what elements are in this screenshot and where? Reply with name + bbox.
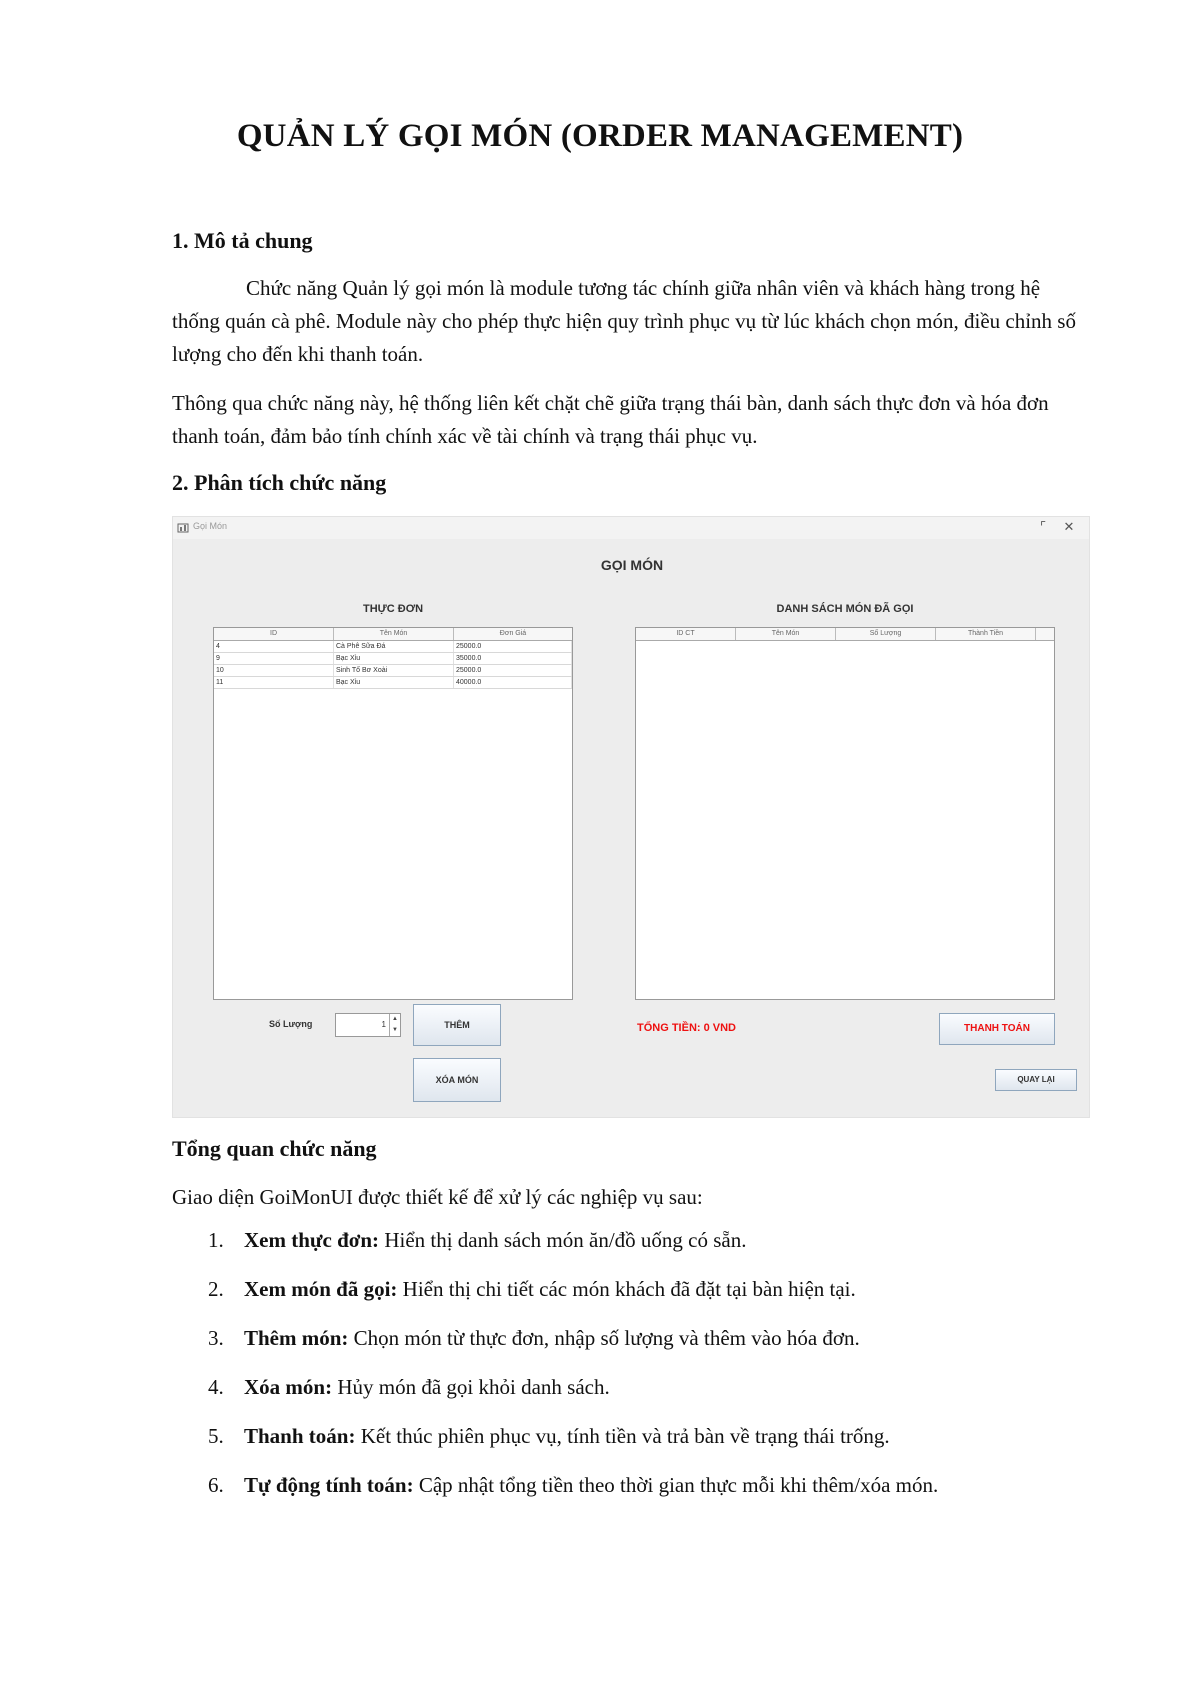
section-heading-general: 1. Mô tả chung	[172, 228, 313, 253]
feature-list	[172, 1225, 1072, 1519]
app-window-screenshot	[172, 516, 1090, 1118]
menu-cell-name: Sinh Tố Bơ Xoài	[334, 665, 454, 676]
ordered-col-qty[interactable]: Số Lượng	[836, 628, 936, 640]
window-titlebar	[173, 517, 1090, 539]
menu-table-body	[214, 641, 572, 689]
feature-text: Cập nhật tổng tiền theo thời gian thực mỗi khi thêm/xóa món.	[413, 1473, 939, 1497]
spinner-arrows[interactable]	[389, 1014, 400, 1036]
overview-intro: Giao diện GoiMonUI được thiết kế để xử lý các nghiệp vụ sau:	[172, 1185, 703, 1209]
menu-cell-id: 11	[214, 677, 334, 688]
menu-table-header	[214, 628, 572, 641]
ordered-col-name[interactable]: Tên Món	[736, 628, 836, 640]
quantity-label: Số Lượng	[269, 1019, 313, 1029]
delete-item-button[interactable]: XÓA MÓN	[413, 1058, 501, 1102]
app-icon	[177, 521, 189, 533]
screen-title: GỌI MÓN	[600, 557, 664, 573]
menu-col-id[interactable]: ID	[214, 628, 334, 640]
table-row[interactable]	[214, 665, 572, 677]
quantity-value: 1	[381, 1020, 386, 1029]
list-item	[172, 1274, 1072, 1323]
ordered-panel-title: DANH SÁCH MÓN ĐÃ GỌI	[776, 603, 914, 615]
feature-label: Xem món đã gọi:	[244, 1277, 398, 1301]
menu-cell-id: 4	[214, 641, 334, 652]
table-row[interactable]	[214, 677, 572, 689]
list-item	[172, 1323, 1072, 1372]
feature-label: Tự động tính toán:	[244, 1473, 414, 1497]
menu-cell-name: Cà Phê Sữa Đá	[334, 641, 454, 652]
feature-label: Thanh toán:	[244, 1424, 356, 1448]
document-title: QUẢN LÝ GỌI MÓN (ORDER MANAGEMENT)	[236, 118, 964, 154]
menu-col-name[interactable]: Tên Món	[334, 628, 454, 640]
menu-cell-price: 35000.0	[454, 653, 572, 664]
list-number: 3.	[208, 1326, 224, 1350]
section-heading-overview: Tổng quan chức năng	[172, 1136, 377, 1161]
quantity-spinner[interactable]	[335, 1013, 401, 1037]
menu-cell-price: 25000.0	[454, 665, 572, 676]
menu-cell-price: 40000.0	[454, 677, 572, 688]
feature-label: Thêm món:	[244, 1326, 349, 1350]
close-icon[interactable]: ✕	[1063, 519, 1075, 534]
back-button[interactable]: QUAY LẠI	[995, 1069, 1077, 1091]
menu-cell-id: 9	[214, 653, 334, 664]
feature-text: Chọn món từ thực đơn, nhập số lượng và thêm vào hóa đơn.	[348, 1326, 860, 1350]
window-title: Gọi Món	[193, 521, 228, 531]
section-heading-analysis: 2. Phân tích chức năng	[172, 470, 387, 495]
feature-text: Hiển thị danh sách món ăn/đồ uống có sẵn.	[379, 1228, 747, 1252]
menu-cell-name: Bạc Xỉu	[334, 677, 454, 688]
checkout-button[interactable]: THANH TOÁN	[939, 1013, 1055, 1045]
list-item	[172, 1421, 1072, 1470]
list-number: 1.	[208, 1228, 224, 1252]
feature-text: Hủy món đã gọi khỏi danh sách.	[332, 1375, 610, 1399]
menu-panel-title: THỰC ĐƠN	[362, 603, 424, 615]
ordered-table-header	[636, 628, 1054, 641]
maximize-icon[interactable]: ⌜	[1039, 519, 1047, 534]
list-number: 4.	[208, 1375, 224, 1399]
table-row[interactable]	[214, 641, 572, 653]
total-amount: TỔNG TIỀN: 0 VND	[637, 1022, 737, 1034]
ordered-col-id[interactable]: ID CT	[636, 628, 736, 640]
feature-text: Kết thúc phiên phục vụ, tính tiền và trả bàn về trạng thái trống.	[355, 1424, 890, 1448]
menu-col-price[interactable]: Đơn Giá	[499, 630, 527, 637]
list-item	[172, 1372, 1072, 1421]
list-item	[172, 1470, 1072, 1519]
spin-down-icon[interactable]: ▼	[392, 1027, 398, 1033]
spin-up-icon[interactable]: ▲	[392, 1016, 398, 1022]
list-number: 6.	[208, 1473, 224, 1497]
feature-label: Xóa món:	[244, 1375, 333, 1399]
paragraph-general-1: Chức năng Quản lý gọi món là module tương tác chính giữa nhân viên và khách hàng trong hệ thống quán cà phê. Module này cho phép thực hiện quy trình phục vụ từ lúc khách chọn món, điều chỉnh số lượng cho đến khi thanh toán.	[172, 276, 1076, 366]
ordered-col-amount[interactable]: Thành Tiền	[936, 628, 1036, 640]
list-number: 2.	[208, 1277, 224, 1301]
feature-text: Hiển thị chi tiết các món khách đã đặt tại bàn hiện tại.	[397, 1277, 856, 1301]
add-button[interactable]: THÊM	[413, 1004, 501, 1046]
menu-cell-price: 25000.0	[454, 641, 572, 652]
table-row[interactable]	[214, 653, 572, 665]
menu-cell-name: Bạc Xỉu	[334, 653, 454, 664]
paragraph-general-2: Thông qua chức năng này, hệ thống liên kết chặt chẽ giữa trạng thái bàn, danh sách thực đơn và hóa đơn thanh toán, đảm bảo tính chính xác về tài chính và trạng thái phục vụ.	[172, 391, 1049, 448]
list-number: 5.	[208, 1424, 224, 1448]
menu-table[interactable]	[213, 627, 573, 1000]
menu-cell-id: 10	[214, 665, 334, 676]
feature-label: Xem thực đơn:	[244, 1228, 380, 1252]
list-item	[172, 1225, 1072, 1274]
ordered-table[interactable]	[635, 627, 1055, 1000]
